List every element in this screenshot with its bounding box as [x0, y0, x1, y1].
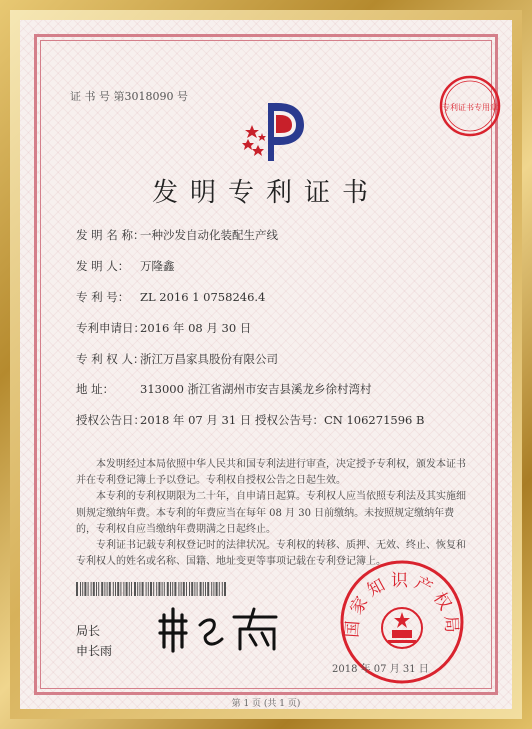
page-footer: 第 1 页 (共 1 页)	[231, 699, 301, 709]
field-inventor	[76, 258, 175, 274]
director-title: 局长	[76, 624, 101, 638]
field-value: 2018 年 07 月 31 日 授权公告号：CN 106271596 B	[140, 413, 425, 427]
field-label: 专利申请日：	[76, 321, 145, 335]
seal-date: 2018 年 07 月 31 日	[332, 664, 429, 675]
field-value: ZL 2016 1 0758246.4	[140, 290, 266, 304]
body-paragraph: 专利证书记载专利权登记时的法律状况。专利权的转移、质押、无效、终止、恢复和专利权人的姓名或名称、国籍、地址变更等事项记载在专利登记簿上。	[76, 540, 466, 568]
field-value: 313000 浙江省湖州市安吉县溪龙乡徐村湾村	[140, 382, 372, 396]
field-value: 2016 年 08 月 30 日	[140, 321, 252, 335]
field-patentee	[76, 351, 278, 367]
field-grant-date	[76, 412, 424, 428]
field-label: 地 址：	[76, 382, 115, 396]
national-emblem-icon	[382, 608, 422, 648]
field-label: 专 利 权 人：	[76, 352, 145, 366]
field-application-date	[76, 320, 251, 336]
certificate-title: 发明专利证书	[151, 178, 380, 208]
field-value: 一种沙发自动化装配生产线	[140, 228, 278, 242]
field-value: 万隆鑫	[140, 259, 175, 273]
field-label: 发 明 名 称：	[76, 228, 145, 242]
field-value: 浙江万昌家具股份有限公司	[140, 352, 278, 366]
field-label: 专 利 号：	[76, 290, 130, 304]
barcode	[76, 582, 226, 596]
seal-text: 国家知识产权局	[342, 571, 462, 639]
certificate-body	[76, 457, 468, 570]
certificate-number: 证 书 号 第3018090 号	[70, 90, 188, 103]
field-invention-name	[76, 227, 278, 243]
field-label: 授权公告日：	[76, 413, 145, 427]
body-paragraph: 本发明经过本局依照中华人民共和国专利法进行审查，决定授予专利权，颁发本证书并在专利登记簿上予以登记。专利权自授权公告之日起生效。	[76, 459, 466, 487]
top-seal-text: 专利证书专用章	[442, 103, 498, 112]
body-paragraph: 本专利的专利权期限为二十年，自申请日起算。专利权人应当依照专利法及其实施细则规定缴纳年费。本专利的年费应当在每年 08 月 30 日前缴纳。未按照规定缴纳年费的，专利权自应当缴纳年费期满之日起终止。	[76, 491, 466, 535]
director-name: 申长雨	[76, 644, 113, 658]
field-address	[76, 381, 372, 397]
svg-text:国家知识产权局	[342, 571, 461, 638]
top-seal-stamp	[438, 74, 502, 138]
patent-office-logo	[238, 95, 310, 167]
director-signature	[156, 603, 296, 655]
certificate-paper	[20, 20, 512, 709]
field-label: 发 明 人：	[76, 259, 130, 273]
field-patent-number	[76, 289, 265, 305]
